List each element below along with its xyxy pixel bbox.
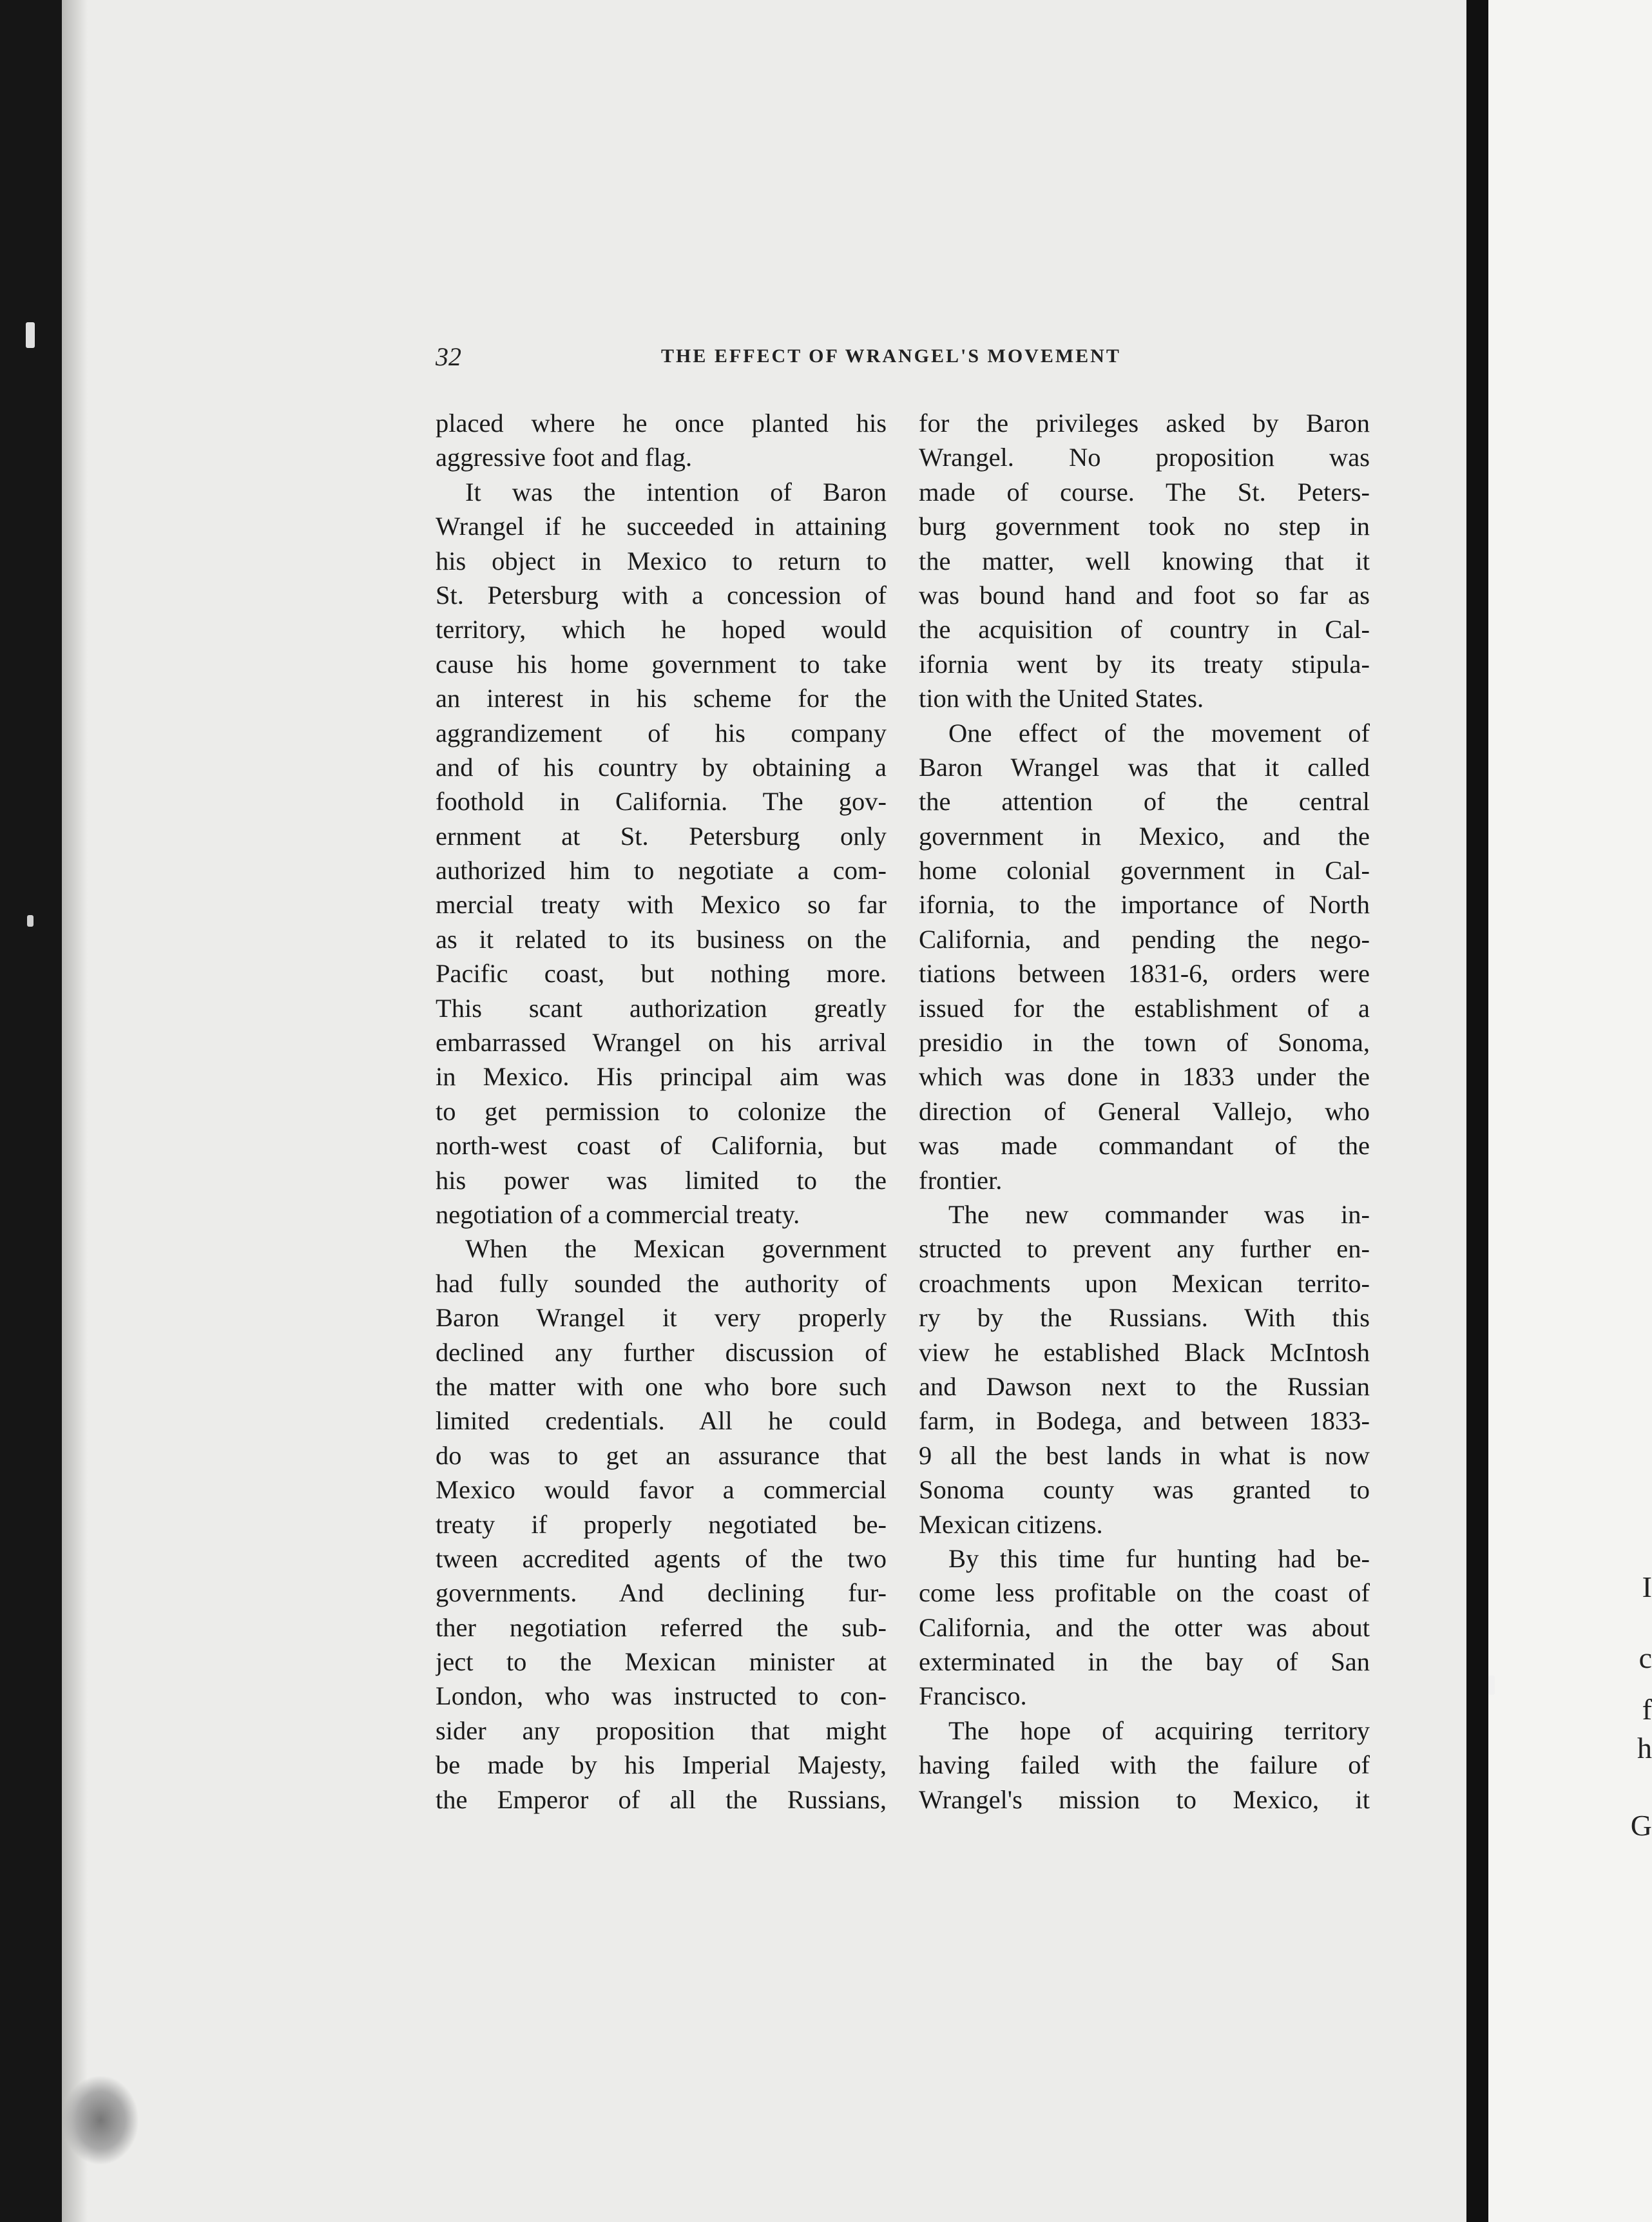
text-line: to get permission to colonize the [436,1096,887,1126]
text-line: ther negotiation referred the sub- [436,1612,887,1642]
text-line: presidio in the town of Sonoma, [919,1028,1370,1058]
text-line: was made commandant of the [919,1131,1370,1161]
text-line: as it related to its business on the [436,924,887,954]
text-line: embarrassed Wrangel on his arrival [436,1028,887,1058]
next-page-letter: I [1642,1570,1652,1603]
text-line: croachments upon Mexican territo- [919,1268,1370,1298]
text-line: home colonial government in Cal- [919,856,1370,885]
text-line: territory, which he hoped would [436,615,887,644]
text-line: declined any further discussion of [436,1337,887,1367]
page-header [436,342,1376,374]
text-line: frontier. [919,1165,1003,1195]
text-line: The hope of acquiring territory [948,1715,1370,1745]
text-line: Baron Wrangel was that it called [919,752,1370,782]
text-line: Wrangel's mission to Mexico, it [919,1784,1370,1814]
text-line: ifornia went by its treaty stipula- [919,649,1370,679]
text-line: authorized him to negotiate a com- [436,856,887,885]
text-line: One effect of the movement of [948,718,1370,748]
text-line: St. Petersburg with a concession of [436,580,887,610]
scan-edge-mark [26,322,35,348]
text-line: Wrangel if he succeeded in attaining [436,512,887,541]
text-line: ry by the Russians. With this [919,1303,1370,1333]
text-line: do was to get an assurance that [436,1440,887,1470]
book-spine-gutter [1466,0,1488,2222]
next-page-letter: c [1638,1641,1652,1674]
text-line: the Emperor of all the Russians, [436,1784,887,1814]
text-line: tion with the United States. [919,684,1204,713]
text-line: Francisco. [919,1681,1027,1711]
text-line: Pacific coast, but nothing more. [436,959,887,989]
text-line: California, and the otter was about [919,1612,1370,1642]
text-line: the attention of the central [919,787,1370,816]
text-line: view he established Black McIntosh [919,1337,1370,1367]
text-line: exterminated in the bay of San [919,1647,1370,1677]
running-head: THE EFFECT OF WRANGEL'S MOVEMENT [661,345,1121,367]
text-line: California, and pending the nego- [919,924,1370,954]
text-line: the matter, well knowing that it [919,546,1370,575]
text-line: The new commander was in- [948,1199,1370,1229]
page-edge-mark [1488,1676,1495,1695]
text-line: sider any proposition that might [436,1715,887,1745]
text-line: made of course. The St. Peters- [919,477,1370,507]
next-page-letter: f [1642,1693,1652,1726]
text-line: Mexican citizens. [919,1509,1103,1539]
text-line: negotiation of a commercial treaty. [436,1199,800,1229]
text-line: aggrandizement of his company [436,718,887,748]
text-line: burg government took no step in [919,512,1370,541]
text-line: was bound hand and foot so far as [919,580,1370,610]
text-line: the matter with one who bore such [436,1371,887,1401]
text-line: When the Mexican government [465,1234,887,1264]
text-line: an interest in his scheme for the [436,684,887,713]
text-line: come less profitable on the coast of [919,1578,1370,1608]
text-line: and Dawson next to the Russian [919,1371,1370,1401]
text-line: It was the intention of Baron [465,477,887,507]
text-line: for the privileges asked by Baron [919,409,1370,438]
text-line: and of his country by obtaining a [436,752,887,782]
text-line: London, who was instructed to con- [436,1681,887,1711]
text-line: Mexico would favor a commercial [436,1475,887,1505]
text-line: government in Mexico, and the [919,821,1370,851]
text-line: Wrangel. No proposition was [919,443,1370,472]
text-line: issued for the establishment of a [919,993,1370,1023]
page-number: 32 [436,342,461,371]
text-line: placed where he once planted his [436,409,887,438]
text-line: foothold in California. The gov- [436,787,887,816]
text-line: in Mexico. His principal aim was [436,1062,887,1092]
text-line: Sonoma county was granted to [919,1475,1370,1505]
text-line: tween accredited agents of the two [436,1543,887,1573]
text-line: treaty if properly negotiated be- [436,1509,887,1539]
text-line: ject to the Mexican minister at [436,1647,887,1677]
text-line: limited credentials. All he could [436,1406,887,1436]
text-line: his object in Mexico to return to [436,546,887,575]
scan-edge-mark [27,915,34,927]
text-line: Baron Wrangel it very properly [436,1303,887,1333]
right-text-column [919,406,1370,1817]
text-line: which was done in 1833 under the [919,1062,1370,1092]
next-page-letter: G [1630,1809,1652,1842]
text-line: 9 all the best lands in what is now [919,1440,1370,1470]
text-line: ernment at St. Petersburg only [436,821,887,851]
text-line: aggressive foot and flag. [436,443,693,472]
next-page-letter: h [1637,1732,1652,1764]
book-page [62,0,1503,2222]
left-text-column [436,406,887,1817]
adjacent-page-fragment [1488,0,1652,2222]
text-line: mercial treaty with Mexico so far [436,890,887,920]
text-line: ifornia, to the importance of North [919,890,1370,920]
text-line: farm, in Bodega, and between 1833- [919,1406,1370,1436]
text-line: tiations between 1831-6, orders were [919,959,1370,989]
text-line: governments. And declining fur- [436,1578,887,1608]
text-line: his power was limited to the [436,1165,887,1195]
text-line: This scant authorization greatly [436,993,887,1023]
text-line: the acquisition of country in Cal- [919,615,1370,644]
text-line: structed to prevent any further en- [919,1234,1370,1264]
text-line: having failed with the failure of [919,1750,1370,1780]
text-line: had fully sounded the authority of [436,1268,887,1298]
text-line: be made by his Imperial Majesty, [436,1750,887,1780]
text-line: cause his home government to take [436,649,887,679]
page-smudge [62,2075,139,2165]
text-line: By this time fur hunting had be- [948,1543,1370,1573]
text-line: north-west coast of California, but [436,1131,887,1161]
text-line: direction of General Vallejo, who [919,1096,1370,1126]
